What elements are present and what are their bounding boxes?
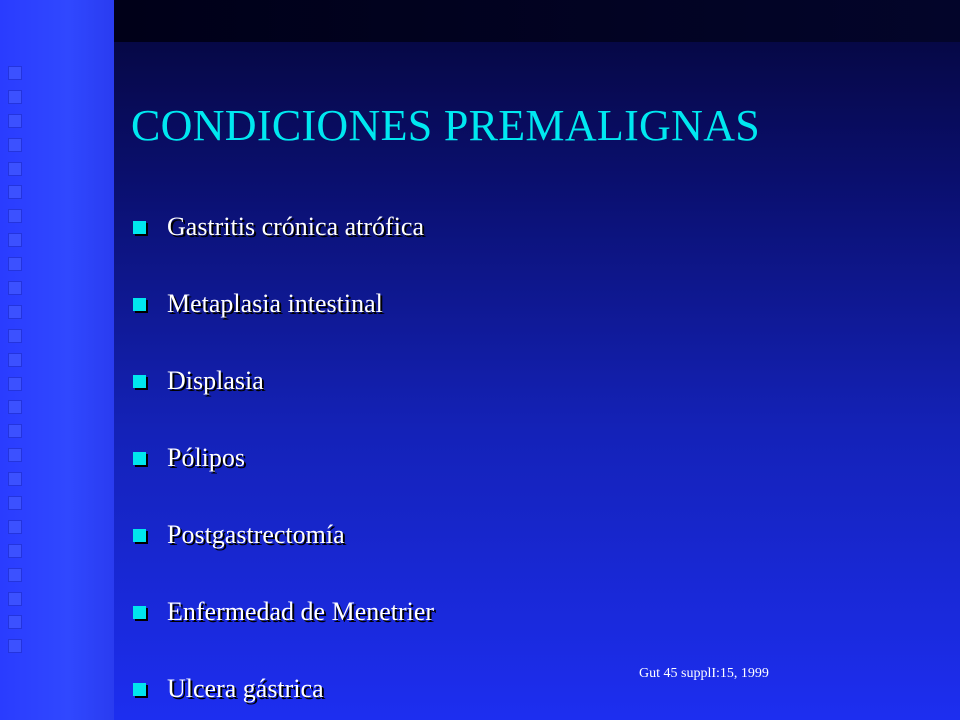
decorative-square: [8, 615, 22, 629]
decorative-square: [8, 233, 22, 247]
bullet-item: [133, 212, 424, 242]
top-dark-band: [114, 0, 960, 42]
bullet-item: [133, 674, 324, 704]
decorative-square: [8, 305, 22, 319]
decorative-square: [8, 592, 22, 606]
square-bullet-icon: [133, 298, 146, 311]
bullet-text: Metaplasia intestinal: [167, 289, 383, 318]
left-decorative-band: [0, 0, 114, 720]
slide-title: CONDICIONES PREMALIGNAS: [131, 101, 761, 150]
decorative-square: [8, 496, 22, 510]
square-bullet-icon: [133, 221, 146, 234]
bullet-item: [133, 597, 434, 627]
square-bullet-icon: [133, 606, 146, 619]
decorative-square: [8, 90, 22, 104]
bullet-item: [133, 366, 264, 396]
decorative-square: [8, 138, 22, 152]
decorative-square: [8, 472, 22, 486]
decorative-square: [8, 162, 22, 176]
square-bullet-icon: [133, 683, 146, 696]
square-bullet-icon: [133, 452, 146, 465]
bullet-text: Enfermedad de Menetrier: [167, 597, 435, 626]
decorative-square: [8, 544, 22, 558]
bullet-text: Postgastrectomía: [167, 520, 345, 549]
decorative-square: [8, 209, 22, 223]
citation-text: Gut 45 supplI:15, 1999: [639, 666, 769, 681]
bullet-item: [133, 289, 383, 319]
decorative-square: [8, 639, 22, 653]
decorative-square: [8, 520, 22, 534]
decorative-square: [8, 377, 22, 391]
decorative-square: [8, 424, 22, 438]
decorative-square: [8, 448, 22, 462]
decorative-square: [8, 114, 22, 128]
decorative-square: [8, 353, 22, 367]
bullet-item: [133, 520, 345, 550]
bullet-item: [133, 443, 245, 473]
square-bullet-icon: [133, 529, 146, 542]
bullet-text: Displasia: [167, 366, 264, 395]
bullet-text: Ulcera gástrica: [167, 674, 324, 703]
decorative-square: [8, 257, 22, 271]
decorative-square: [8, 66, 22, 80]
bullet-text: Gastritis crónica atrófica: [167, 212, 424, 241]
square-bullet-icon: [133, 375, 146, 388]
decorative-square: [8, 329, 22, 343]
decorative-square: [8, 568, 22, 582]
decorative-square: [8, 185, 22, 199]
decorative-square: [8, 281, 22, 295]
bullet-text: Pólipos: [167, 443, 246, 472]
decorative-squares: [8, 66, 26, 663]
decorative-square: [8, 400, 22, 414]
